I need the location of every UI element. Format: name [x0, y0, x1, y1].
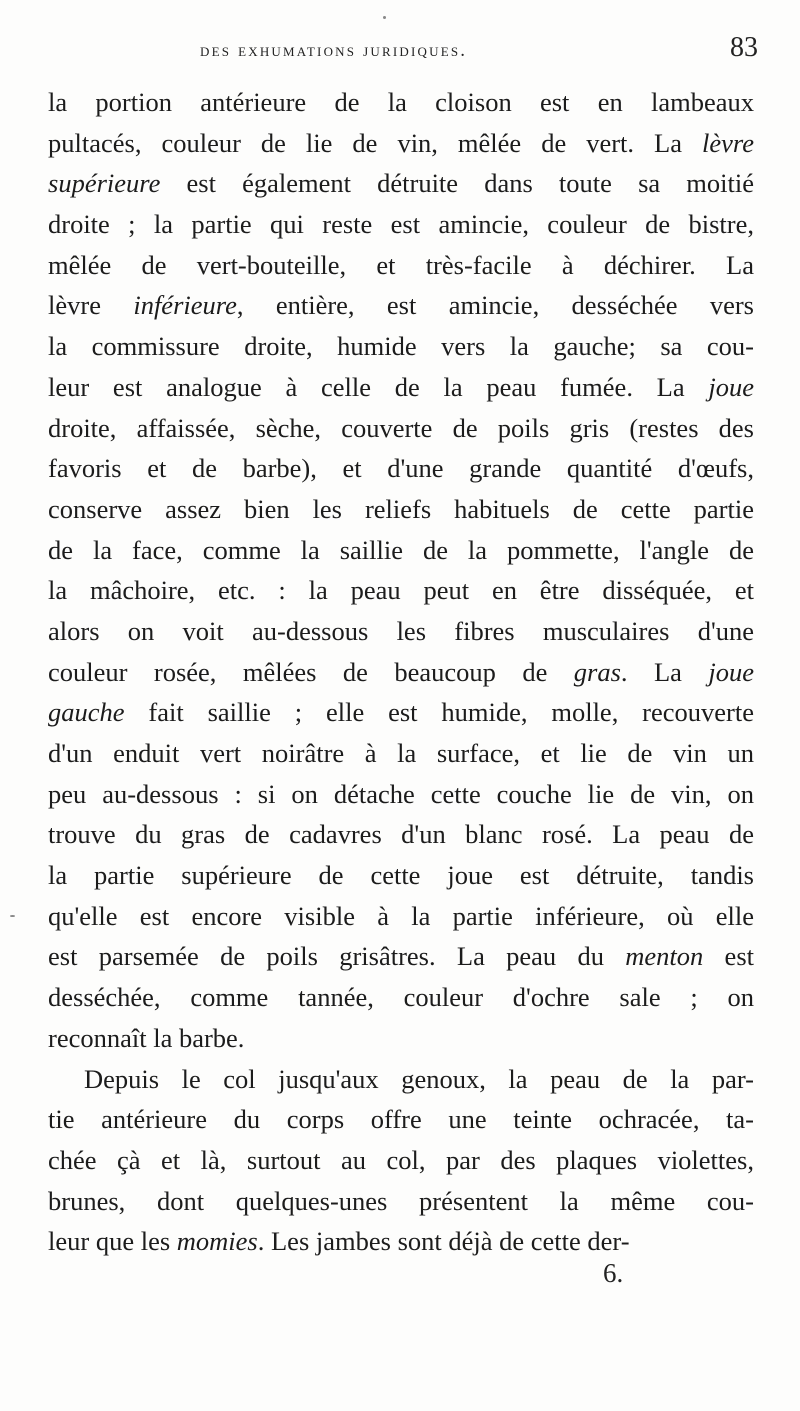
text-line [48, 1018, 754, 1059]
text-run: . La [620, 656, 709, 687]
text-run: la partie supérieure de cette joue est détruite, tandis [48, 860, 754, 891]
text-run: pultacés, couleur de lie de vin, mêlée de vert. La [48, 127, 703, 158]
text-run: droite ; la partie qui reste est amincie, couleur de bistre, [48, 209, 754, 240]
italic-term: lèvre [702, 127, 754, 158]
text-line [48, 814, 754, 855]
text-run: la portion antérieure de la cloison est en lambeaux [48, 87, 754, 117]
text-line [48, 1099, 754, 1140]
body-text [48, 82, 754, 1262]
text-line [48, 692, 754, 733]
text-run: la commissure droite, humide vers la gauche; sa cou- [48, 331, 754, 362]
text-line [48, 652, 754, 693]
text-run: alors on voit au-dessous les fibres musculaires d'une [48, 615, 754, 646]
text-run: couleur rosée, mêlées de beaucoup de [48, 656, 574, 687]
scan-speck [10, 915, 15, 917]
text-run: qu'elle est encore visible à la partie inférieure, où elle [48, 900, 754, 931]
text-run: favoris et de barbe), et d'une grande quantité d'œufs, [48, 453, 754, 484]
running-head [48, 30, 758, 74]
text-line [48, 977, 754, 1018]
text-line [48, 82, 754, 123]
text-run: d'un enduit vert noirâtre à la surface, et lie de vin un [48, 738, 754, 768]
text-run: tie antérieure du corps offre une teinte ochracée, ta- [48, 1104, 754, 1135]
text-run: Depuis le col jusqu'aux genoux, la peau de la par- [84, 1063, 754, 1094]
page-number: 83 [730, 32, 758, 63]
text-run: peu au-dessous : si on détache cette couche lie de vin, on [48, 778, 754, 809]
text-line [48, 448, 754, 489]
text-run: droite, affaissée, sèche, couverte de poils gris (restes des [48, 412, 754, 443]
text-line [48, 1059, 754, 1100]
text-line [48, 245, 754, 286]
text-line [48, 367, 754, 408]
text-line [48, 326, 754, 367]
text-run: est également détruite dans toute sa moitié [160, 168, 754, 199]
text-line [48, 204, 754, 245]
text-line [48, 285, 754, 326]
text-line [48, 1181, 754, 1222]
scan-speck [383, 16, 386, 19]
text-line [48, 896, 754, 937]
italic-term: momies [176, 1226, 258, 1257]
text-run: mêlée de vert-bouteille, et très-facile à déchirer. La [48, 249, 754, 280]
text-line [48, 936, 754, 977]
text-line [48, 855, 754, 896]
running-title: des exhumations juridiques. [200, 40, 468, 61]
text-run: reconnaît la barbe. [48, 1022, 245, 1053]
italic-term: joue [708, 656, 754, 687]
text-run: conserve assez bien les reliefs habituels de cette partie [48, 493, 754, 524]
text-line [48, 163, 754, 204]
text-line [48, 733, 754, 774]
text-run: est parsemée de poils grisâtres. La peau du [48, 941, 626, 972]
text-line [48, 408, 754, 449]
italic-term: joue [708, 371, 754, 402]
text-run: desséchée, comme tannée, couleur d'ochre sale ; on [48, 982, 754, 1013]
text-run: lèvre [48, 290, 134, 321]
text-line [48, 530, 754, 571]
text-run: . Les jambes sont déjà de cette der- [257, 1226, 630, 1257]
text-line [48, 611, 754, 652]
text-run: est [703, 941, 754, 972]
text-line [48, 123, 754, 164]
signature-mark: 6. [603, 1258, 624, 1288]
text-line [48, 570, 754, 611]
text-line [48, 489, 754, 530]
italic-term: gras [573, 656, 621, 687]
text-run: trouve du gras de cadavres d'un blanc rosé. La peau de [48, 819, 754, 850]
text-run: leur est analogue à celle de la peau fumée. La [48, 371, 709, 402]
italic-term: inférieure [133, 290, 237, 321]
text-run: la mâchoire, etc. : la peau peut en être disséquée, et [48, 575, 754, 606]
italic-term: supérieure [48, 168, 161, 199]
text-run: fait saillie ; elle est humide, molle, recouverte [124, 697, 754, 728]
text-run: brunes, dont quelques-unes présentent la même cou- [48, 1185, 754, 1216]
text-run: leur que les [48, 1226, 177, 1257]
text-line [48, 1140, 754, 1181]
text-run: de la face, comme la saillie de la pommette, l'angle de [48, 534, 754, 565]
italic-term: gauche [48, 697, 125, 728]
text-line [48, 774, 754, 815]
text-run: chée çà et là, surtout au col, par des plaques violettes, [48, 1144, 754, 1175]
text-line [48, 1221, 754, 1262]
text-run: , entière, est amincie, desséchée vers [236, 290, 754, 321]
italic-term: menton [625, 941, 704, 972]
